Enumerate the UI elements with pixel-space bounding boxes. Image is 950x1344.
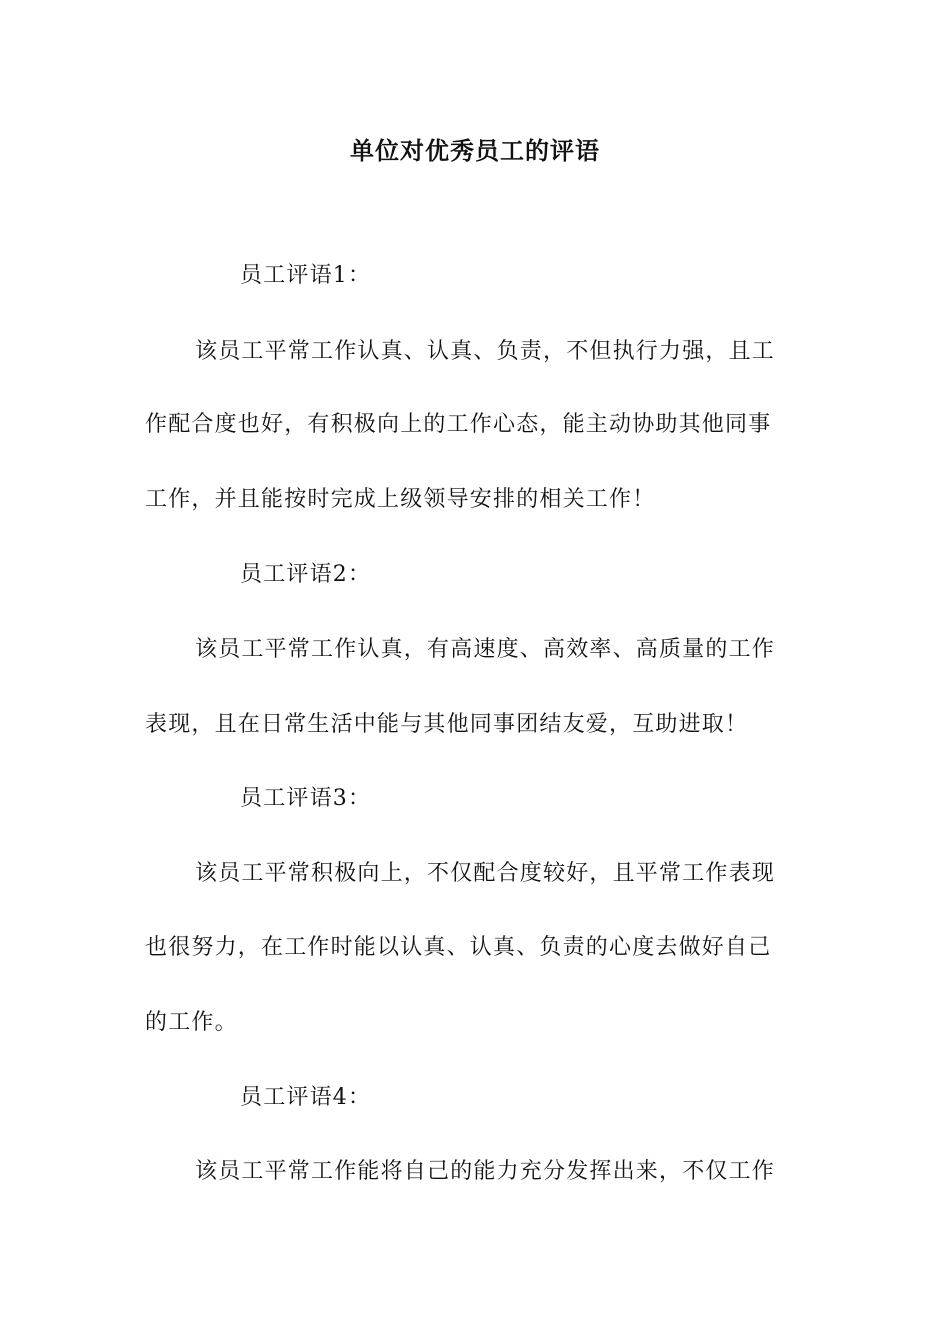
section-heading-2: 员工评语2： <box>240 562 372 587</box>
section-heading-1: 员工评语1： <box>240 263 372 288</box>
paragraph-line: 该员工平常工作认真，有高速度、高效率、高质量的工作 <box>195 637 776 662</box>
paragraph-line: 该员工平常工作认真、认真、负责，不但执行力强，且工 <box>195 339 776 364</box>
paragraph-line: 该员工平常积极向上，不仅配合度较好，且平常工作表现 <box>195 861 776 886</box>
paragraph-line: 该员工平常工作能将自己的能力充分发挥出来，不仅工作 <box>195 1159 776 1184</box>
paragraph-line: 工作，并且能按时完成上级领导安排的相关工作！ <box>145 487 656 512</box>
paragraph-line: 的工作。 <box>145 1010 238 1035</box>
section-heading-4: 员工评语4： <box>240 1085 372 1110</box>
page-title: 单位对优秀员工的评语 <box>350 136 600 165</box>
section-heading-3: 员工评语3： <box>240 786 372 811</box>
paragraph-line: 表现，且在日常生活中能与其他同事团结友爱，互助进取！ <box>145 712 749 737</box>
paragraph-line: 也很努力，在工作时能以认真、认真、负责的心度去做好自己 <box>145 935 772 960</box>
paragraph-line: 作配合度也好，有积极向上的工作心态，能主动协助其他同事 <box>145 412 772 437</box>
